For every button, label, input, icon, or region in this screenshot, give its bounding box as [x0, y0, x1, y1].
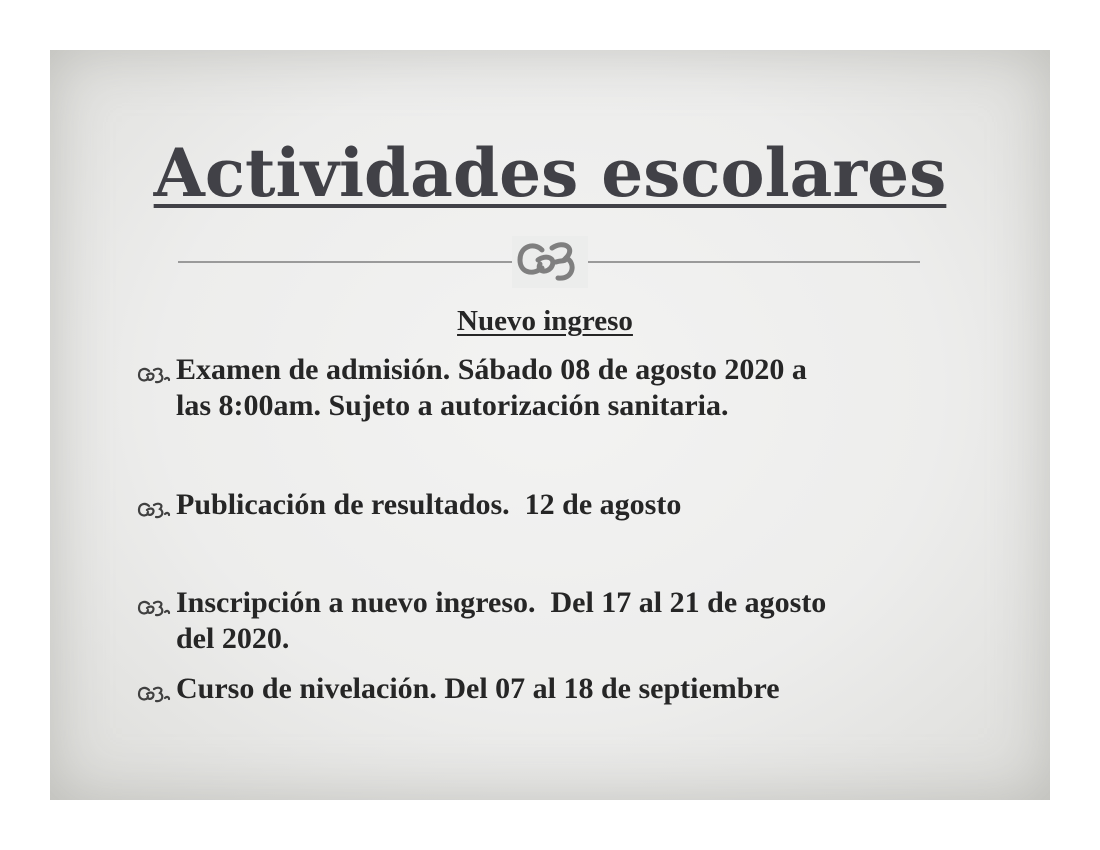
- slide-title: Actividades escolares: [153, 134, 947, 212]
- list-item: [136, 671, 996, 707]
- list-item-text: Inscripción a nuevo ingreso. Del 17 al 21 de agosto del 2020.: [176, 586, 827, 655]
- ornate-bullet-icon: [136, 593, 172, 615]
- section-subheading: Nuevo ingreso: [457, 305, 633, 337]
- ornate-bullet-icon: [136, 495, 172, 517]
- list-item-text: Curso de nivelación. Del 07 al 18 de septiembre: [176, 672, 780, 705]
- list-item-text: Publicación de resultados. 12 de agosto: [176, 488, 682, 521]
- slide: [50, 50, 1050, 800]
- ornate-bullet-icon: [136, 360, 172, 382]
- list-item: [136, 585, 996, 657]
- ornate-bullet-icon: [136, 679, 172, 701]
- list-item-text: Examen de admisión. Sábado 08 de agosto 2020 a las 8:00am. Sujeto a autorización sanitaria.: [176, 353, 807, 422]
- ornament-icon: [512, 236, 588, 288]
- list-item: [136, 487, 996, 523]
- list-item: [136, 352, 996, 424]
